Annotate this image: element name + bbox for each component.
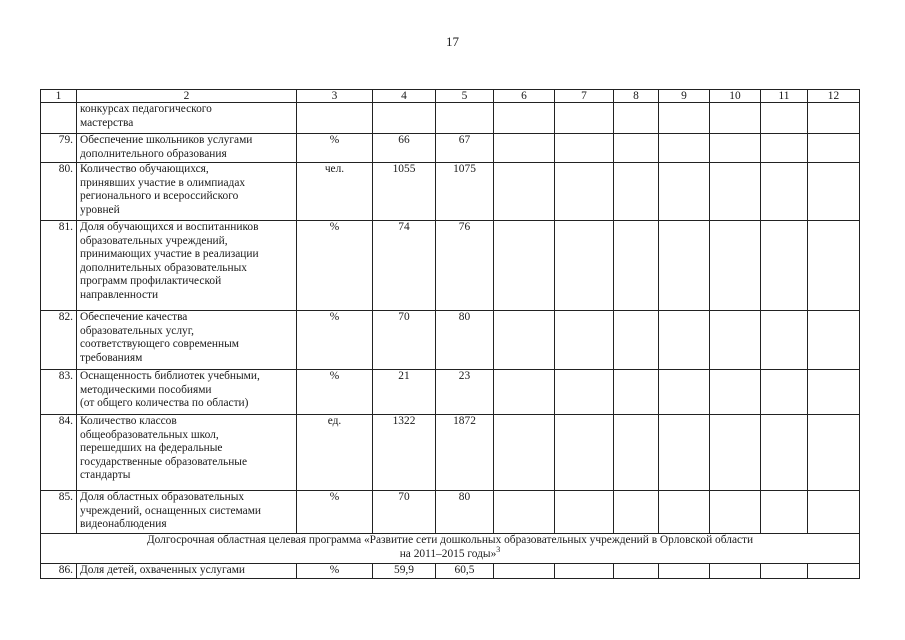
column-header-11: 11 bbox=[761, 90, 808, 103]
empty-cell-col-6 bbox=[494, 370, 555, 415]
program-title-line-1: Долгосрочная областная целевая программа «Развитие сети дошкольных образовательных учреждений в Орловской области bbox=[146, 534, 754, 546]
empty-cell-col-12 bbox=[808, 370, 860, 415]
empty-cell-col-9 bbox=[659, 311, 710, 370]
indicator-name-line: конкурсах педагогического bbox=[80, 103, 212, 115]
indicator-name-line: дополнительных образовательных bbox=[80, 261, 247, 274]
indicator-name bbox=[77, 163, 297, 221]
value-col-5: 60,5 bbox=[436, 564, 494, 579]
indicators-table bbox=[40, 89, 860, 579]
indicator-name-line: мастерства bbox=[80, 116, 134, 129]
indicator-name-line: Оснащенность библиотек учебными, bbox=[80, 370, 260, 382]
value-col-5: 76 bbox=[436, 221, 494, 311]
value-col-4: 74 bbox=[373, 221, 436, 311]
value-col-4: 59,9 bbox=[373, 564, 436, 579]
indicator-name-line: Количество обучающихся, bbox=[80, 163, 209, 175]
value-col-5: 80 bbox=[436, 311, 494, 370]
indicator-name-line: регионального и всероссийского bbox=[80, 190, 239, 203]
row-number: 79. bbox=[41, 134, 77, 163]
program-title bbox=[41, 534, 860, 564]
indicator-name-line: принявших участие в олимпиадах bbox=[80, 176, 246, 189]
table-row bbox=[41, 221, 860, 311]
empty-cell-col-11 bbox=[761, 564, 808, 579]
indicator-name-line: перешедших на федеральные bbox=[80, 442, 223, 455]
empty-cell-col-10 bbox=[710, 564, 761, 579]
empty-cell-col-6 bbox=[494, 415, 555, 491]
unit-cell: % bbox=[297, 134, 373, 163]
empty-cell-col-9 bbox=[659, 415, 710, 491]
empty-cell-col-10 bbox=[710, 311, 761, 370]
empty-cell-col-9 bbox=[659, 370, 710, 415]
column-header-7: 7 bbox=[555, 90, 614, 103]
empty-cell-col-10 bbox=[710, 134, 761, 163]
empty-cell-col-11 bbox=[761, 103, 808, 134]
value-col-5: 80 bbox=[436, 491, 494, 534]
program-section-row bbox=[41, 534, 860, 564]
empty-cell-col-8 bbox=[614, 311, 659, 370]
indicator-name-line: методическими пособиями bbox=[80, 383, 212, 396]
indicator-name bbox=[77, 311, 297, 370]
row-number: 81. bbox=[41, 221, 77, 311]
indicator-name-line: Доля обучающихся и воспитанников bbox=[80, 221, 259, 233]
table-row bbox=[41, 163, 860, 221]
table-row bbox=[41, 491, 860, 534]
empty-cell-col-6 bbox=[494, 564, 555, 579]
table-row bbox=[41, 564, 860, 579]
empty-cell-col-10 bbox=[710, 103, 761, 134]
empty-cell-col-6 bbox=[494, 134, 555, 163]
header-row bbox=[41, 90, 860, 103]
indicator-name-line: образовательных учреждений, bbox=[80, 234, 228, 247]
unit-cell: % bbox=[297, 311, 373, 370]
column-header-2: 2 bbox=[77, 90, 297, 103]
row-number bbox=[41, 103, 77, 134]
indicator-name-line: учреждений, оснащенных системами bbox=[80, 504, 262, 517]
unit-cell: % bbox=[297, 370, 373, 415]
indicator-name bbox=[77, 134, 297, 163]
empty-cell-col-11 bbox=[761, 370, 808, 415]
empty-cell-col-8 bbox=[614, 134, 659, 163]
indicator-name-line: стандарты bbox=[80, 469, 131, 482]
indicator-name bbox=[77, 564, 297, 579]
empty-cell-col-11 bbox=[761, 311, 808, 370]
empty-cell-col-8 bbox=[614, 370, 659, 415]
table-row bbox=[41, 134, 860, 163]
page-number: 17 bbox=[446, 34, 459, 49]
row-number: 85. bbox=[41, 491, 77, 534]
empty-cell-col-11 bbox=[761, 134, 808, 163]
column-header-8: 8 bbox=[614, 90, 659, 103]
indicator-name bbox=[77, 370, 297, 415]
column-header-10: 10 bbox=[710, 90, 761, 103]
indicator-name bbox=[77, 221, 297, 311]
table-row bbox=[41, 370, 860, 415]
empty-cell-col-10 bbox=[710, 163, 761, 221]
empty-cell-col-10 bbox=[710, 370, 761, 415]
empty-cell-col-12 bbox=[808, 221, 860, 311]
empty-cell-col-12 bbox=[808, 311, 860, 370]
table-body bbox=[41, 90, 860, 579]
empty-cell-col-7 bbox=[555, 163, 614, 221]
empty-cell-col-12 bbox=[808, 134, 860, 163]
unit-cell: % bbox=[297, 491, 373, 534]
table-row bbox=[41, 311, 860, 370]
indicator-name bbox=[77, 103, 297, 134]
empty-cell-col-12 bbox=[808, 103, 860, 134]
value-col-5 bbox=[436, 103, 494, 134]
value-col-5: 23 bbox=[436, 370, 494, 415]
empty-cell-col-11 bbox=[761, 415, 808, 491]
unit-cell: ед. bbox=[297, 415, 373, 491]
indicator-name-line: принимающих участие в реализации bbox=[80, 248, 259, 261]
empty-cell-col-11 bbox=[761, 221, 808, 311]
indicator-name-line: Обеспечение школьников услугами bbox=[80, 134, 253, 146]
empty-cell-col-9 bbox=[659, 134, 710, 163]
value-col-4: 70 bbox=[373, 311, 436, 370]
empty-cell-col-10 bbox=[710, 221, 761, 311]
value-col-4: 1322 bbox=[373, 415, 436, 491]
empty-cell-col-7 bbox=[555, 491, 614, 534]
footnote-marker: 3 bbox=[496, 544, 501, 554]
indicator-name-line: (от общего количества по области) bbox=[80, 397, 249, 410]
empty-cell-col-9 bbox=[659, 491, 710, 534]
empty-cell-col-9 bbox=[659, 221, 710, 311]
indicator-name-line: Обеспечение качества bbox=[80, 311, 188, 323]
indicator-name-line: образовательных услуг, bbox=[80, 324, 194, 337]
empty-cell-col-12 bbox=[808, 564, 860, 579]
empty-cell-col-8 bbox=[614, 163, 659, 221]
indicator-name-line: общеобразовательных школ, bbox=[80, 428, 219, 441]
empty-cell-col-7 bbox=[555, 370, 614, 415]
indicator-name bbox=[77, 415, 297, 491]
empty-cell-col-7 bbox=[555, 415, 614, 491]
value-col-4: 66 bbox=[373, 134, 436, 163]
empty-cell-col-7 bbox=[555, 311, 614, 370]
empty-cell-col-8 bbox=[614, 564, 659, 579]
indicator-name-line: Доля детей, охваченных услугами bbox=[80, 564, 246, 576]
empty-cell-col-9 bbox=[659, 564, 710, 579]
program-title-text: на 2011–2015 годы» bbox=[399, 547, 497, 560]
program-title-line-2 bbox=[44, 544, 856, 562]
unit-cell: % bbox=[297, 221, 373, 311]
empty-cell-col-12 bbox=[808, 491, 860, 534]
row-number: 84. bbox=[41, 415, 77, 491]
empty-cell-col-8 bbox=[614, 221, 659, 311]
unit-cell: чел. bbox=[297, 163, 373, 221]
row-number: 80. bbox=[41, 163, 77, 221]
column-header-5: 5 bbox=[436, 90, 494, 103]
indicator-name-line: государственные образовательные bbox=[80, 455, 248, 468]
empty-cell-col-12 bbox=[808, 415, 860, 491]
indicator-name-line: уровней bbox=[80, 203, 120, 216]
empty-cell-col-11 bbox=[761, 163, 808, 221]
value-col-4: 70 bbox=[373, 491, 436, 534]
row-number: 86. bbox=[41, 564, 77, 579]
empty-cell-col-6 bbox=[494, 103, 555, 134]
value-col-4: 1055 bbox=[373, 163, 436, 221]
empty-cell-col-10 bbox=[710, 491, 761, 534]
value-col-5: 1872 bbox=[436, 415, 494, 491]
empty-cell-col-8 bbox=[614, 103, 659, 134]
column-header-12: 12 bbox=[808, 90, 860, 103]
indicator-name bbox=[77, 491, 297, 534]
empty-cell-col-11 bbox=[761, 491, 808, 534]
empty-cell-col-7 bbox=[555, 134, 614, 163]
column-header-3: 3 bbox=[297, 90, 373, 103]
empty-cell-col-9 bbox=[659, 163, 710, 221]
empty-cell-col-10 bbox=[710, 415, 761, 491]
column-header-4: 4 bbox=[373, 90, 436, 103]
value-col-4 bbox=[373, 103, 436, 134]
empty-cell-col-7 bbox=[555, 564, 614, 579]
indicator-name-line: программ профилактической bbox=[80, 275, 222, 288]
empty-cell-col-7 bbox=[555, 103, 614, 134]
table-row bbox=[41, 415, 860, 491]
indicator-name-line: видеонаблюдения bbox=[80, 518, 167, 531]
empty-cell-col-8 bbox=[614, 491, 659, 534]
empty-cell-col-6 bbox=[494, 221, 555, 311]
row-number: 82. bbox=[41, 311, 77, 370]
empty-cell-col-6 bbox=[494, 311, 555, 370]
column-header-6: 6 bbox=[494, 90, 555, 103]
value-col-5: 1075 bbox=[436, 163, 494, 221]
unit-cell: % bbox=[297, 564, 373, 579]
unit-cell bbox=[297, 103, 373, 134]
indicator-name-line: дополнительного образования bbox=[80, 147, 227, 160]
value-col-5: 67 bbox=[436, 134, 494, 163]
empty-cell-col-6 bbox=[494, 163, 555, 221]
column-header-9: 9 bbox=[659, 90, 710, 103]
indicator-name-line: соответствующего современным bbox=[80, 338, 239, 351]
indicator-name-line: направленности bbox=[80, 288, 159, 301]
table-row bbox=[41, 103, 860, 134]
empty-cell-col-7 bbox=[555, 221, 614, 311]
empty-cell-col-12 bbox=[808, 163, 860, 221]
indicator-name-line: требованиям bbox=[80, 351, 143, 364]
indicator-name-line: Доля областных образовательных bbox=[80, 491, 245, 503]
value-col-4: 21 bbox=[373, 370, 436, 415]
empty-cell-col-6 bbox=[494, 491, 555, 534]
row-number: 83. bbox=[41, 370, 77, 415]
empty-cell-col-9 bbox=[659, 103, 710, 134]
empty-cell-col-8 bbox=[614, 415, 659, 491]
column-header-1: 1 bbox=[41, 90, 77, 103]
indicator-name-line: Количество классов bbox=[80, 415, 177, 427]
